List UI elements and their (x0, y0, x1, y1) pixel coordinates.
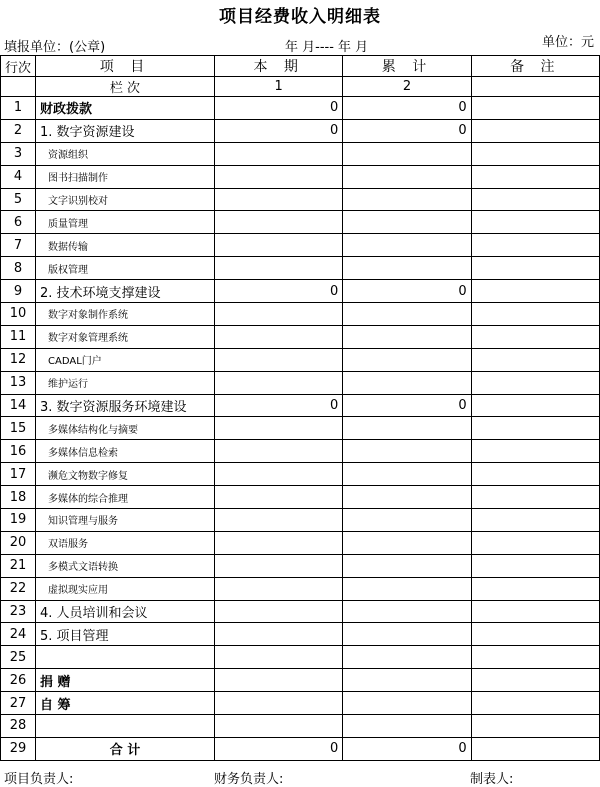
row-number: 1 (1, 97, 36, 120)
table-row (1, 280, 600, 303)
page-title: 项目经费收入明细表 (219, 7, 381, 27)
row-cumulative-value: 0 (343, 97, 471, 120)
table-row (1, 600, 600, 623)
row-number: 23 (1, 600, 36, 623)
table-row (1, 623, 600, 646)
row-cumulative-value (343, 325, 471, 348)
row-item: 自 筹 (36, 692, 215, 715)
row-number: 5 (1, 188, 36, 211)
column-index-2: 2 (343, 77, 471, 97)
table-row (1, 325, 600, 348)
row-number: 4 (1, 165, 36, 188)
row-notes (471, 646, 599, 669)
row-current-value (215, 554, 343, 577)
col-header-row-no: 行次 (1, 56, 36, 77)
row-item: 知识管理与服务 (36, 509, 215, 532)
row-current-value (215, 715, 343, 738)
row-notes (471, 669, 599, 692)
table-row (1, 371, 600, 394)
column-header-row (1, 56, 600, 77)
reporting-unit-label: 填报单位：(公章) (4, 40, 106, 55)
row-item: 文字识别校对 (36, 188, 215, 211)
row-current-value: 0 (215, 280, 343, 303)
row-cumulative-value (343, 417, 471, 440)
row-current-value (215, 371, 343, 394)
row-cumulative-value (343, 303, 471, 326)
row-item: 捐 赠 (36, 669, 215, 692)
row-notes (471, 394, 599, 417)
row-item: 5. 项目管理 (36, 623, 215, 646)
row-cumulative-value (343, 715, 471, 738)
row-number: 11 (1, 325, 36, 348)
row-cumulative-value: 0 (343, 119, 471, 142)
row-notes (471, 577, 599, 600)
column-index-label: 栏 次 (36, 77, 215, 97)
table-row (1, 737, 600, 760)
row-current-value (215, 509, 343, 532)
row-number: 10 (1, 303, 36, 326)
row-item: 3. 数字资源服务环境建设 (36, 394, 215, 417)
finance-lead-label: 财务负责人: (214, 772, 284, 787)
row-cumulative-value (343, 142, 471, 165)
row-notes (471, 509, 599, 532)
row-cumulative-value (343, 463, 471, 486)
row-cumulative-value: 0 (343, 280, 471, 303)
row-cumulative-value (343, 165, 471, 188)
row-number: 21 (1, 554, 36, 577)
row-item: 多媒体的综合推理 (36, 486, 215, 509)
row-number: 27 (1, 692, 36, 715)
row-notes (471, 486, 599, 509)
row-cumulative-value (343, 257, 471, 280)
row-number: 2 (1, 119, 36, 142)
row-item: 数字对象制作系统 (36, 303, 215, 326)
row-cumulative-value (343, 211, 471, 234)
row-number: 13 (1, 371, 36, 394)
row-number: 17 (1, 463, 36, 486)
row-number: 15 (1, 417, 36, 440)
row-current-value: 0 (215, 394, 343, 417)
row-cumulative-value (343, 486, 471, 509)
row-number: 25 (1, 646, 36, 669)
row-current-value: 0 (215, 737, 343, 760)
row-item: CADAL门户 (36, 348, 215, 371)
row-item (36, 646, 215, 669)
row-current-value: 0 (215, 119, 343, 142)
row-number: 16 (1, 440, 36, 463)
table-row (1, 119, 600, 142)
table-row (1, 646, 600, 669)
row-item: 合 计 (36, 737, 215, 760)
table-row (1, 531, 600, 554)
row-cumulative-value (343, 348, 471, 371)
row-current-value (215, 325, 343, 348)
row-cumulative-value (343, 440, 471, 463)
row-item: 虚拟现实应用 (36, 577, 215, 600)
row-cumulative-value: 0 (343, 737, 471, 760)
row-cumulative-value (343, 531, 471, 554)
row-number: 3 (1, 142, 36, 165)
table-row (1, 463, 600, 486)
row-notes (471, 257, 599, 280)
row-current-value (215, 600, 343, 623)
row-item: 数字对象管理系统 (36, 325, 215, 348)
column-index-notes (471, 77, 599, 97)
income-detail-table (0, 55, 600, 761)
row-number: 28 (1, 715, 36, 738)
row-number: 14 (1, 394, 36, 417)
row-notes (471, 737, 599, 760)
row-number: 12 (1, 348, 36, 371)
row-notes (471, 554, 599, 577)
row-item: 多媒体信息检索 (36, 440, 215, 463)
row-cumulative-value (343, 600, 471, 623)
row-cumulative-value (343, 554, 471, 577)
col-header-current: 本 期 (215, 56, 343, 77)
row-current-value (215, 257, 343, 280)
row-notes (471, 119, 599, 142)
table-row (1, 417, 600, 440)
row-cumulative-value (343, 692, 471, 715)
row-current-value (215, 234, 343, 257)
row-cumulative-value (343, 623, 471, 646)
table-row (1, 348, 600, 371)
row-current-value (215, 692, 343, 715)
table-row (1, 257, 600, 280)
row-current-value (215, 188, 343, 211)
row-notes (471, 623, 599, 646)
row-number: 22 (1, 577, 36, 600)
row-notes (471, 234, 599, 257)
row-item: 资源组织 (36, 142, 215, 165)
row-current-value (215, 486, 343, 509)
row-notes (471, 211, 599, 234)
row-item: 数据传输 (36, 234, 215, 257)
row-notes (471, 142, 599, 165)
table-row (1, 692, 600, 715)
row-item: 质量管理 (36, 211, 215, 234)
row-notes (471, 165, 599, 188)
row-number: 20 (1, 531, 36, 554)
row-current-value (215, 303, 343, 326)
column-index-1: 1 (215, 77, 343, 97)
row-notes (471, 692, 599, 715)
row-number: 9 (1, 280, 36, 303)
table-row (1, 188, 600, 211)
row-notes (471, 417, 599, 440)
row-cumulative-value (343, 371, 471, 394)
row-notes (471, 188, 599, 211)
row-current-value (215, 417, 343, 440)
row-notes (471, 280, 599, 303)
row-item: 濒危文物数字修复 (36, 463, 215, 486)
row-item: 多模式文语转换 (36, 554, 215, 577)
table-row (1, 486, 600, 509)
table-row (1, 394, 600, 417)
table-row (1, 303, 600, 326)
col-header-notes: 备 注 (471, 56, 599, 77)
table-row (1, 440, 600, 463)
row-item: 版权管理 (36, 257, 215, 280)
row-current-value (215, 577, 343, 600)
row-current-value (215, 440, 343, 463)
project-lead-label: 项目负责人: (4, 772, 74, 787)
col-header-item: 项 目 (36, 56, 215, 77)
table-row (1, 142, 600, 165)
row-number: 19 (1, 509, 36, 532)
table-row (1, 97, 600, 120)
period-label: 年 月---- 年 月 (285, 40, 369, 55)
row-number: 18 (1, 486, 36, 509)
row-item: 图书扫描制作 (36, 165, 215, 188)
table-row (1, 165, 600, 188)
row-number: 24 (1, 623, 36, 646)
table-row (1, 669, 600, 692)
row-cumulative-value (343, 646, 471, 669)
row-notes (471, 715, 599, 738)
row-cumulative-value: 0 (343, 394, 471, 417)
row-current-value (215, 348, 343, 371)
table-row (1, 211, 600, 234)
row-notes (471, 463, 599, 486)
row-cumulative-value (343, 234, 471, 257)
row-number: 29 (1, 737, 36, 760)
row-cumulative-value (343, 188, 471, 211)
table-row (1, 234, 600, 257)
row-notes (471, 348, 599, 371)
row-item: 维护运行 (36, 371, 215, 394)
row-number: 26 (1, 669, 36, 692)
row-cumulative-value (343, 509, 471, 532)
row-cumulative-value (343, 577, 471, 600)
row-item (36, 715, 215, 738)
table-row (1, 554, 600, 577)
row-item: 双语服务 (36, 531, 215, 554)
row-item: 多媒体结构化与摘要 (36, 417, 215, 440)
row-current-value (215, 211, 343, 234)
row-current-value (215, 646, 343, 669)
row-item: 2. 技术环境支撑建设 (36, 280, 215, 303)
row-current-value (215, 142, 343, 165)
row-item: 1. 数字资源建设 (36, 119, 215, 142)
row-number: 8 (1, 257, 36, 280)
col-header-cumulative: 累 计 (343, 56, 471, 77)
row-item: 4. 人员培训和会议 (36, 600, 215, 623)
row-current-value (215, 623, 343, 646)
row-notes (471, 303, 599, 326)
row-notes (471, 371, 599, 394)
row-current-value (215, 463, 343, 486)
table-row (1, 715, 600, 738)
row-number: 7 (1, 234, 36, 257)
row-current-value (215, 531, 343, 554)
table-row (1, 577, 600, 600)
currency-unit-label: 单位：元 (541, 35, 594, 50)
column-index-row (1, 77, 600, 97)
row-item: 财政拨款 (36, 97, 215, 120)
row-notes (471, 440, 599, 463)
row-number: 6 (1, 211, 36, 234)
row-notes (471, 531, 599, 554)
table-row (1, 509, 600, 532)
row-current-value (215, 669, 343, 692)
row-cumulative-value (343, 669, 471, 692)
preparer-label: 制表人: (470, 772, 514, 787)
row-notes (471, 97, 599, 120)
row-current-value: 0 (215, 97, 343, 120)
row-current-value (215, 165, 343, 188)
row-notes (471, 325, 599, 348)
column-index-blank (1, 77, 36, 97)
row-notes (471, 600, 599, 623)
